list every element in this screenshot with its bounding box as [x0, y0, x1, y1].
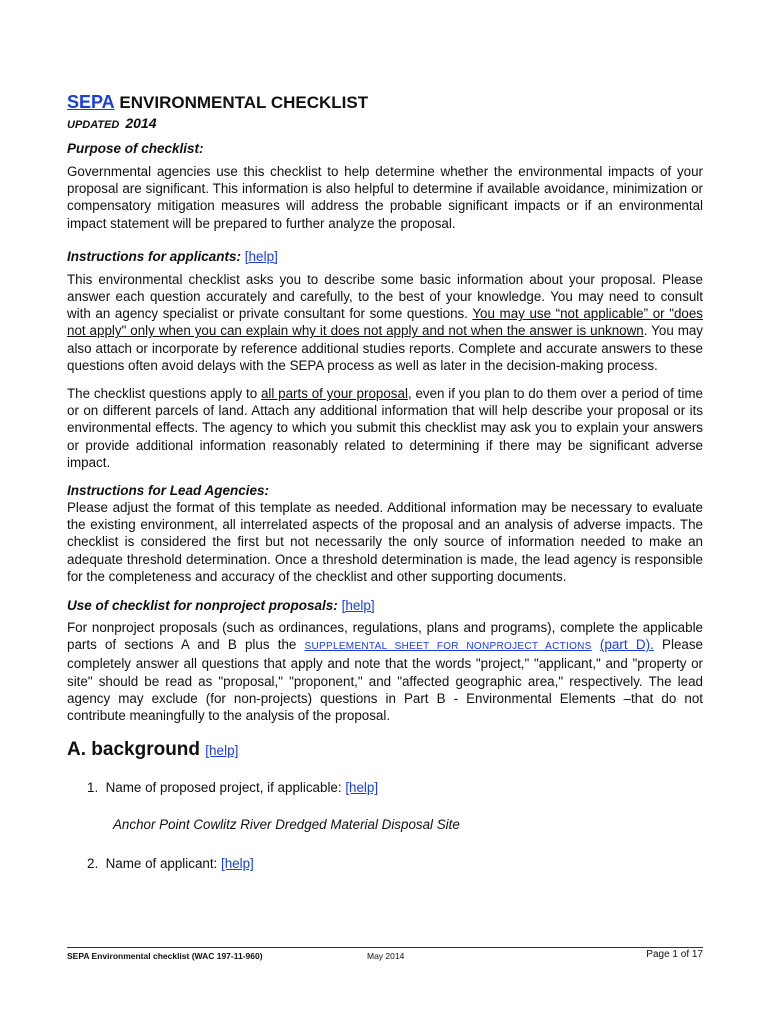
- section-a-title: A. background: [67, 739, 201, 761]
- footer-citation: SEPA Environmental checklist (WAC 197-11-960): [67, 951, 263, 961]
- question-2-number: 2.: [87, 856, 99, 872]
- purpose-heading: Purpose of checklist:: [67, 141, 204, 156]
- question-1: [67, 779, 703, 796]
- applicants-p1-text-a: This environmental checklist asks you to describe some basic information about your proposal. Please answer each question accurately and carefully, to the best of your knowledge. You may need to consult with an agency specialist or private consultant for some questions.: [67, 271, 703, 322]
- footer-page-number: Page 1 of 17: [646, 949, 703, 960]
- page-footer: [67, 947, 703, 965]
- applicants-p1-underlined: You may use “not applicable” or "does not apply" only when you can explain why it does not apply and not when the answer is unknown: [67, 306, 703, 339]
- applicants-heading: Instructions for applicants:: [67, 248, 242, 264]
- nonproject-text-a: For nonproject proposals (such as ordinances, regulations, plans and programs), complete the applicable parts of sections A and B plus the: [67, 620, 703, 653]
- footer-date: May 2014: [367, 951, 405, 961]
- updated-year: 2014: [125, 115, 157, 131]
- part-d-link[interactable]: (part D).: [599, 637, 654, 653]
- updated-line: [67, 115, 703, 131]
- nonproject-text-b: Please completely answer all questions that apply and note that the words "project," "applicant," and "property or site" should be read as "proposal," "proponent," and "affected geographic area," respectively. The lead agency may exclude (for non-projects) questions in Part B - Environmental Elements –that do not contribute meaningfully to the analysis of the proposal.: [67, 637, 703, 724]
- nonproject-help-link[interactable]: [help]: [341, 598, 375, 614]
- applicants-heading-row: [67, 248, 703, 265]
- question-2-help-link[interactable]: [help]: [221, 856, 254, 872]
- applicants-paragraph-2: [67, 385, 703, 471]
- nonproject-heading: Use of checklist for nonproject proposals:: [67, 598, 338, 614]
- applicants-paragraph-1: [67, 271, 703, 374]
- purpose-body: Governmental agencies use this checklist to help determine whether the environmental impacts of your proposal are significant. This information is also helpful to determine if available avoidance, minimization or compensatory mitigation measures will address the probable significant impacts or if an environmental impact statement will be prepared to further analyze the proposal.: [67, 164, 703, 231]
- section-a-heading: [67, 739, 703, 762]
- applicants-p2-underlined: all parts of your proposal: [260, 386, 408, 402]
- nonproject-heading-row: [67, 597, 703, 614]
- page-title: [67, 92, 703, 113]
- title-text: ENVIRONMENTAL CHECKLIST: [114, 93, 369, 112]
- applicants-p2-text-b: , even if you plan to do them over a period of time or on different parcels of land. Attach any additional information that will help describe your proposal or its environmental effects. The agency to which you submit this checklist may ask you to explain your answers or provide additional information reasonably related to determining if there may be significant adverse impact.: [67, 386, 703, 470]
- section-a-help-link[interactable]: [help]: [205, 743, 239, 759]
- lead-body: Please adjust the format of this template as needed. Additional information may be necessary to evaluate the existing environment, all interrelated aspects of the proposal and an analysis of adverse impacts. The checklist is considered the first but not necessarily the only source of information needed to make an adequate threshold determination. Once a threshold determination is made, the lead agency is responsible for the completeness and accuracy of the checklist and other supporting documents.: [67, 500, 703, 584]
- applicants-p1-text-b: . You may also attach or incorporate by reference additional studies reports. Complete and accurate answers to these questions often avoid delays with the SEPA process as well as later in the decision-making process.: [67, 323, 704, 373]
- sepa-title-link[interactable]: SEPA: [67, 92, 115, 112]
- question-1-label: Name of proposed project, if applicable:: [105, 780, 346, 796]
- applicants-p2-text-a: The checklist questions apply to: [67, 386, 261, 402]
- applicants-help-link[interactable]: [help]: [244, 248, 278, 264]
- nonproject-body: [67, 619, 703, 724]
- updated-label: UPDATED: [67, 119, 120, 131]
- question-1-answer: Anchor Point Cowlitz River Dredged Material Disposal Site: [113, 817, 460, 833]
- lead-heading: Instructions for Lead Agencies:: [67, 483, 270, 499]
- question-2: [67, 855, 703, 872]
- document-page: [67, 92, 703, 872]
- question-2-label: Name of applicant:: [105, 856, 221, 872]
- supplemental-sheet-link[interactable]: SUPPLEMENTAL SHEET FOR NONPROJECT ACTIONS: [304, 641, 592, 653]
- question-1-number: 1.: [87, 780, 99, 796]
- question-1-help-link[interactable]: [help]: [345, 780, 379, 796]
